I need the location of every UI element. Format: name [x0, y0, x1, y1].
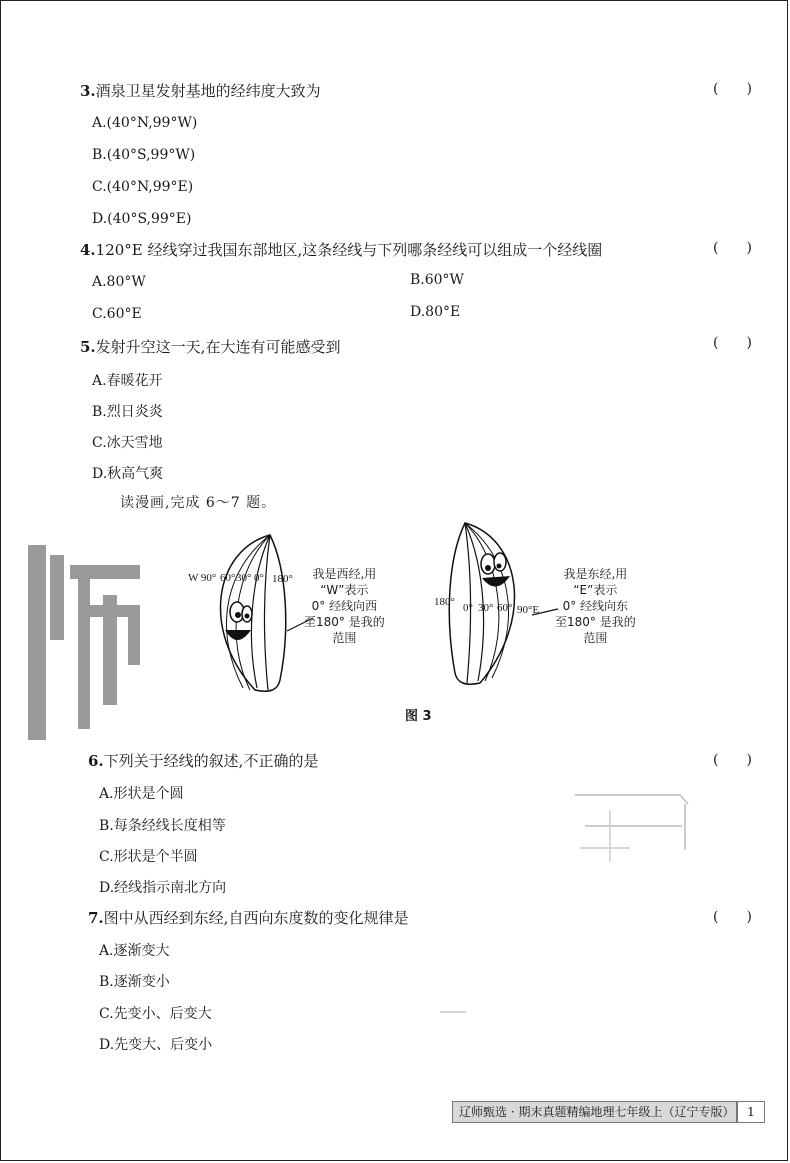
page-number: 1 — [737, 1101, 765, 1123]
question-3: 3.酒泉卫星发射基地的经纬度大致为 — [80, 82, 321, 100]
answer-paren-6[interactable]: ( ) — [713, 752, 752, 768]
q4-option-d[interactable]: D.80°E — [410, 304, 461, 320]
east-label-0: 0° — [463, 602, 473, 614]
q4-option-c[interactable]: C.60°E — [92, 306, 142, 322]
q4-option-a[interactable]: A.80°W — [92, 274, 146, 290]
west-label-180: 180° — [272, 573, 293, 585]
question-6: 6.下列关于经线的叙述,不正确的是 — [88, 752, 319, 770]
reading-instruction: 读漫画,完成 6～7 题。 — [120, 495, 277, 511]
q3-option-b[interactable]: B.(40°S,99°W) — [92, 147, 196, 163]
scan-artifact-small — [438, 1008, 468, 1016]
scan-artifact — [570, 790, 695, 865]
q6-option-a[interactable]: A.形状是个圆 — [99, 786, 184, 802]
west-label-w90: W 90° — [188, 572, 217, 584]
east-label-90e: 90°E — [517, 604, 540, 616]
watermark-logo — [28, 545, 148, 740]
east-speech: 我是东经,用 “E”表示 0° 经线向东 至180° 是我的 范围 — [555, 567, 636, 645]
answer-paren-7[interactable]: ( ) — [713, 909, 752, 925]
answer-paren-3[interactable]: ( ) — [713, 81, 752, 97]
west-label-60: 60° — [220, 572, 236, 584]
q3-option-c[interactable]: C.(40°N,99°E) — [92, 179, 194, 195]
west-label-30: 30° — [236, 572, 252, 584]
figure-caption: 图 3 — [405, 709, 432, 724]
q6-option-d[interactable]: D.经线指示南北方向 — [99, 880, 227, 896]
q3-option-a[interactable]: A.(40°N,99°W) — [92, 115, 198, 131]
answer-paren-4[interactable]: ( ) — [713, 240, 752, 256]
q6-option-b[interactable]: B.每条经线长度相等 — [99, 818, 226, 834]
question-5: 5.发射升空这一天,在大连有可能感受到 — [80, 338, 341, 356]
east-label-180: 180° — [434, 596, 455, 608]
q7-option-a[interactable]: A.逐渐变大 — [99, 943, 170, 959]
q5-option-a[interactable]: A.春暖花开 — [92, 373, 163, 389]
q5-option-b[interactable]: B.烈日炎炎 — [92, 404, 163, 420]
q7-option-b[interactable]: B.逐渐变小 — [99, 974, 170, 990]
east-label-30: 30° — [478, 602, 494, 614]
q5-option-d[interactable]: D.秋高气爽 — [92, 466, 164, 482]
q6-option-c[interactable]: C.形状是个半圆 — [99, 849, 198, 865]
west-hemisphere-illustration — [195, 530, 305, 695]
answer-paren-5[interactable]: ( ) — [713, 335, 752, 351]
q7-option-c[interactable]: C.先变小、后变大 — [99, 1006, 212, 1022]
question-4: 4.120°E 经线穿过我国东部地区,这条经线与下列哪条经线可以组成一个经线圈 — [80, 241, 603, 259]
q3-option-d[interactable]: D.(40°S,99°E) — [92, 211, 192, 227]
question-7: 7.图中从西经到东经,自西向东度数的变化规律是 — [88, 909, 409, 927]
q4-option-b[interactable]: B.60°W — [410, 272, 464, 288]
q7-option-d[interactable]: D.先变大、后变小 — [99, 1037, 213, 1053]
east-label-60: 60° — [497, 602, 513, 614]
footer-book-title: 辽师甄选 · 期末真题精编地理七年级上（辽宁专版） — [452, 1101, 737, 1123]
west-label-0: 0° — [254, 572, 264, 584]
q5-option-c[interactable]: C.冰天雪地 — [92, 435, 163, 451]
west-speech: 我是西经,用 “W”表示 0° 经线向西 至180° 是我的 范围 — [304, 567, 385, 645]
